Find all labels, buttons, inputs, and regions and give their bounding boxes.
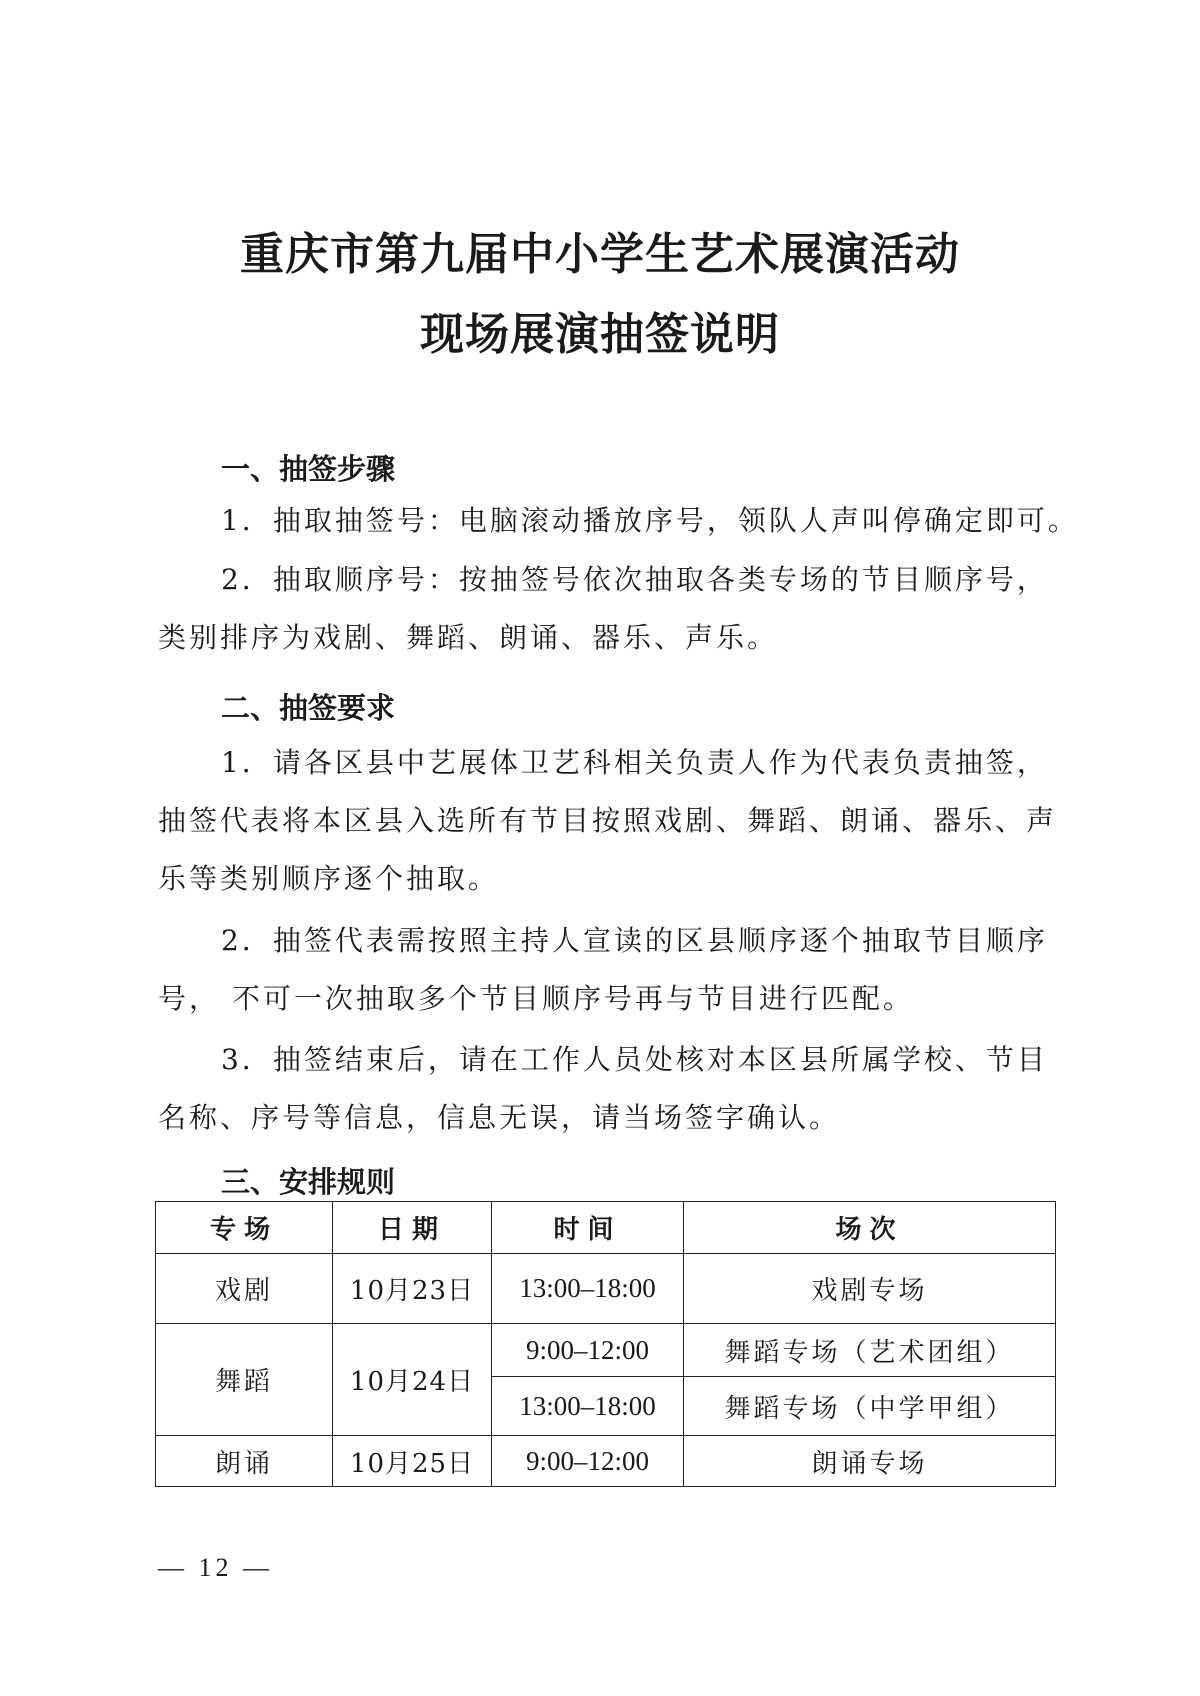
section-heading-schedule: 三、安排规则 — [221, 1165, 396, 1199]
header-time: 时间 — [492, 1202, 684, 1254]
cell-category: 舞蹈 — [156, 1324, 333, 1436]
cell-category: 朗诵 — [156, 1436, 333, 1487]
table-row — [156, 1324, 1056, 1377]
cell-time: 13:00–18:00 — [492, 1377, 684, 1436]
cell-date: 10月25日 — [333, 1436, 492, 1487]
cell-time: 9:00–12:00 — [492, 1436, 684, 1487]
section-heading-requirements: 二、抽签要求 — [221, 691, 396, 725]
cell-category: 戏剧 — [156, 1254, 333, 1324]
page-number: — 12 — — [158, 1553, 273, 1582]
document-title-line-2: 现场展演抽签说明 — [420, 309, 780, 360]
schedule-table — [155, 1201, 1056, 1487]
cell-session: 朗诵专场 — [684, 1436, 1056, 1487]
table-header-row — [156, 1202, 1056, 1254]
header-date: 日期 — [333, 1202, 492, 1254]
steps-item-2: 2．抽取顺序号：按抽签号依次抽取各类专场的节目顺序号，类别排序为戏剧、舞蹈、朗诵、器乐、声乐。 — [158, 563, 1048, 654]
cell-date: 10月23日 — [333, 1254, 492, 1324]
cell-time: 9:00–12:00 — [492, 1324, 684, 1377]
steps-item-1: 1．抽取抽签号：电脑滚动播放序号，领队人声叫停确定即可。 — [221, 504, 1079, 537]
cell-time: 13:00–18:00 — [492, 1254, 684, 1324]
requirements-item-1: 1．请各区县中艺展体卫艺科相关负责人作为代表负责抽签，抽签代表将本区县入选所有节目按照戏剧、舞蹈、朗诵、器乐、声乐等类别顺序逐个抽取。 — [158, 746, 1058, 895]
cell-date: 10月24日 — [333, 1324, 492, 1436]
cell-session: 舞蹈专场（艺术团组） — [684, 1324, 1056, 1377]
header-category: 专场 — [156, 1202, 333, 1254]
table-row — [156, 1436, 1056, 1487]
requirements-item-2: 2．抽签代表需按照主持人宣读的区县顺序逐个抽取节目顺序号， 不可一次抽取多个节目顺序号再与节目进行匹配。 — [158, 924, 1048, 1015]
cell-session: 戏剧专场 — [684, 1254, 1056, 1324]
cell-session: 舞蹈专场（中学甲组） — [684, 1377, 1056, 1436]
requirements-item-3: 3．抽签结束后，请在工作人员处核对本区县所属学校、节目名称、序号等信息，信息无误，请当场签字确认。 — [158, 1043, 1048, 1134]
section-heading-steps: 一、抽签步骤 — [221, 452, 396, 486]
document-title-line-1: 重庆市第九届中小学生艺术展演活动 — [240, 229, 960, 280]
header-session: 场次 — [684, 1202, 1056, 1254]
table-row — [156, 1254, 1056, 1324]
